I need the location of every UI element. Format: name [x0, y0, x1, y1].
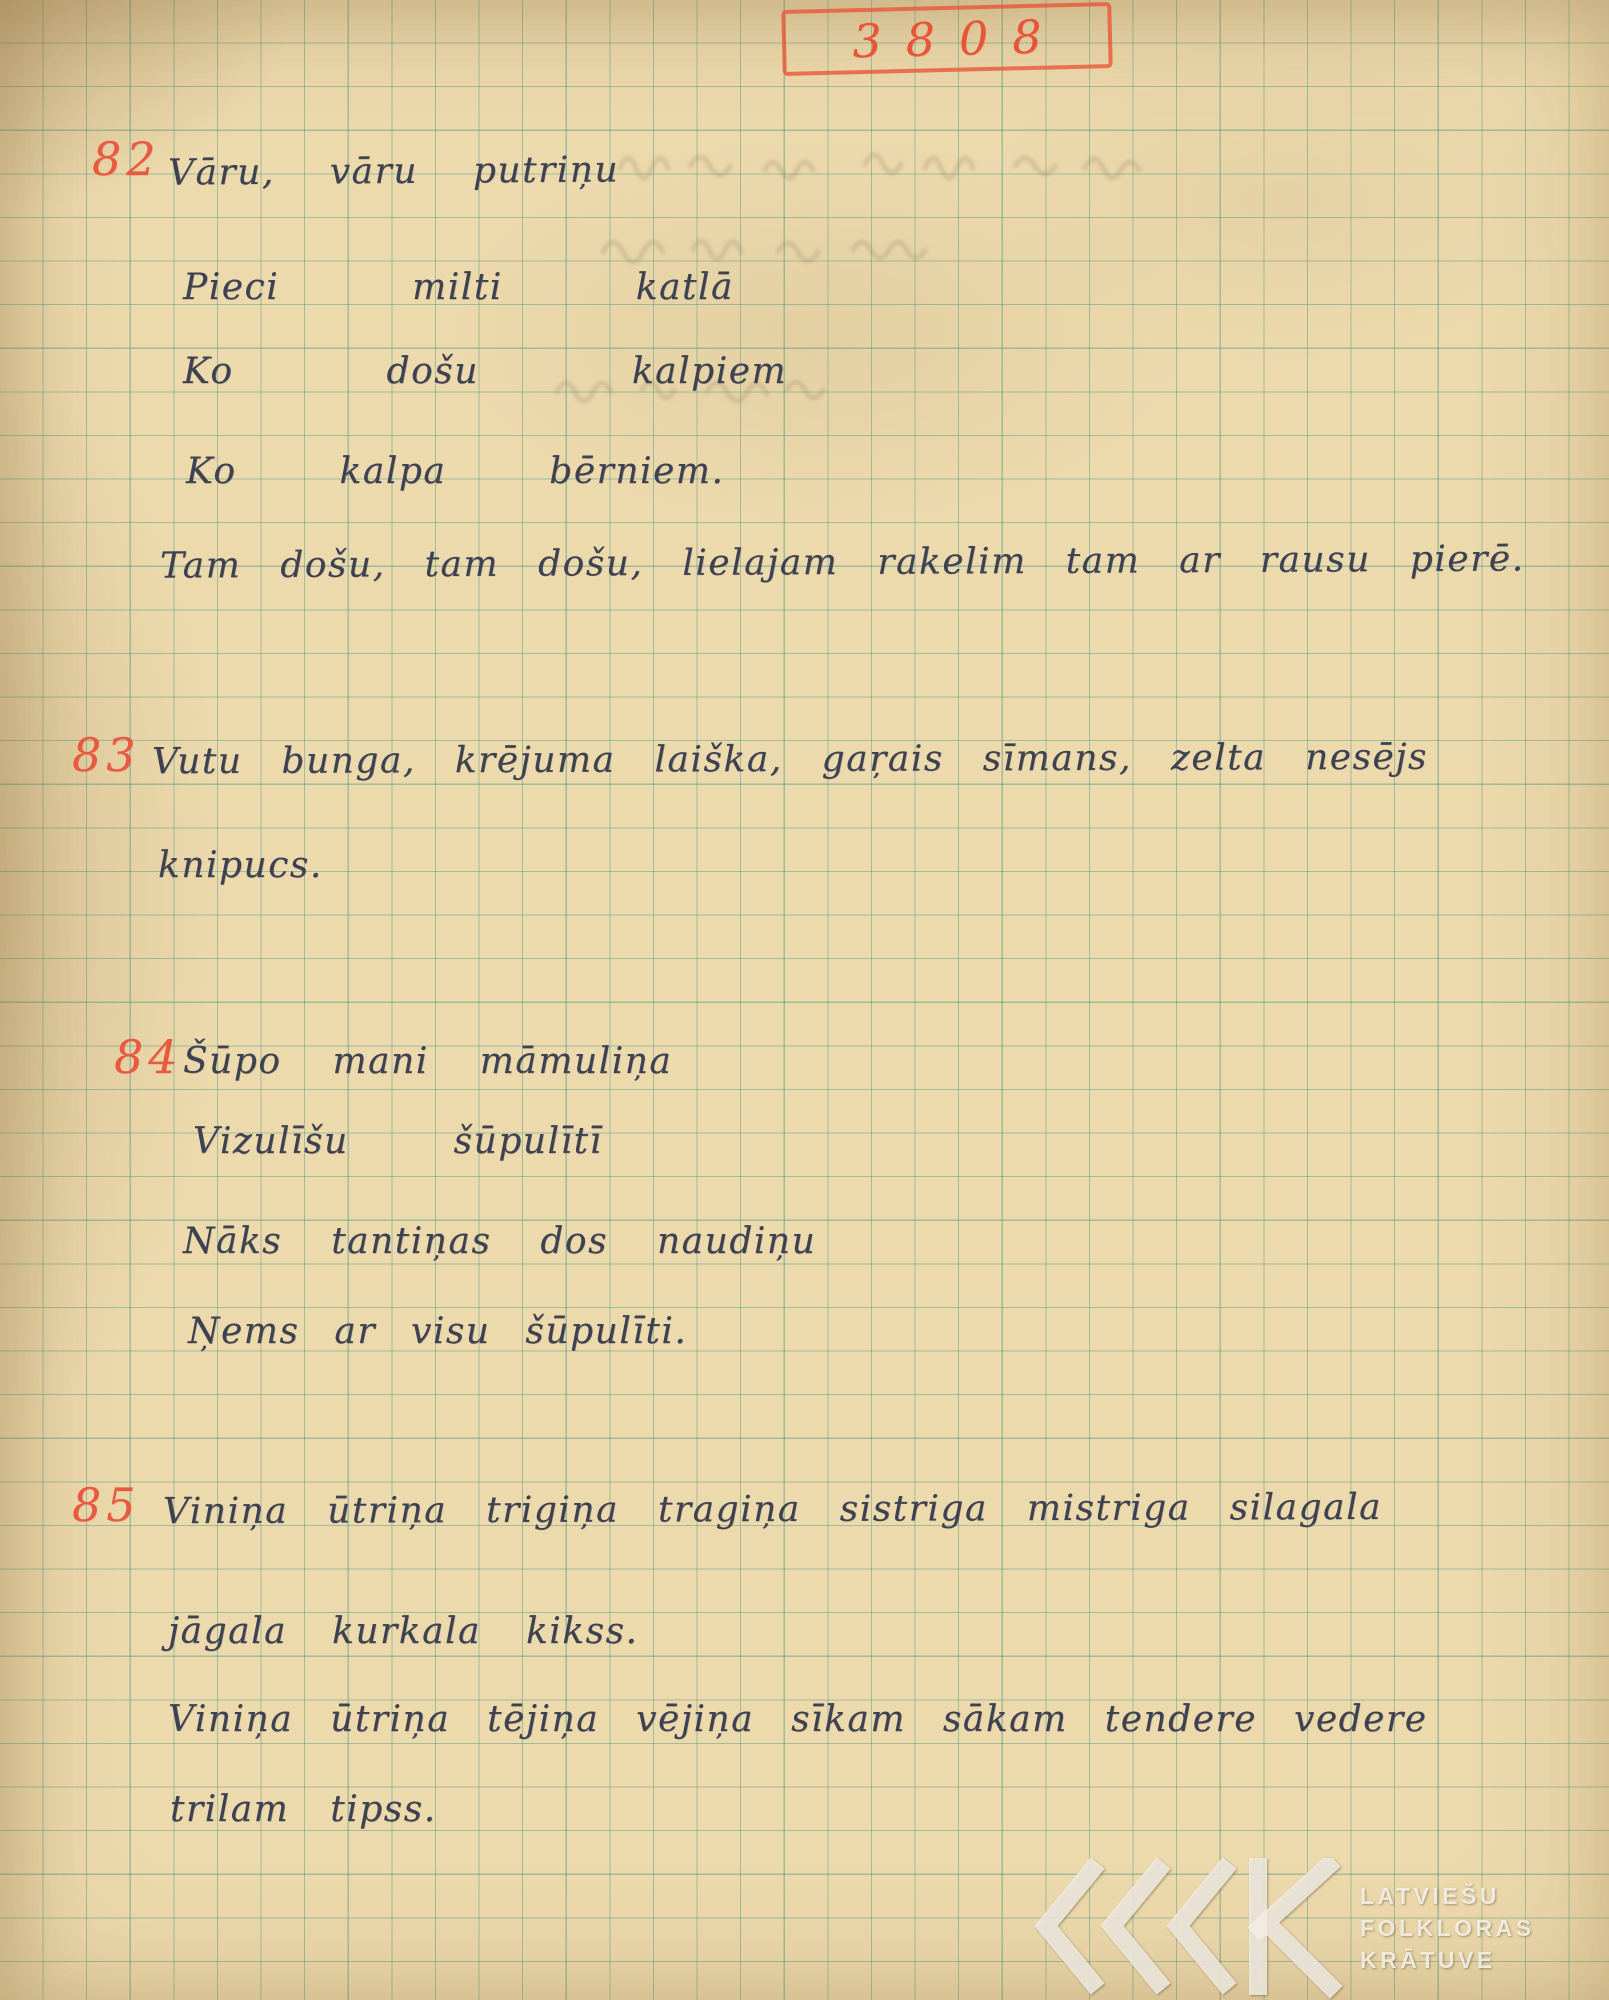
verse-85-line-1: Viniņa ūtriņa trigiņa tragiņa sistriga mistriga silagala — [162, 1486, 1383, 1533]
verse-84-number: 84 — [114, 1030, 183, 1084]
verse-85-line-4: trilam tipss. — [170, 1789, 437, 1830]
verse-85-number: 85 — [72, 1478, 141, 1532]
ink-bleedthrough — [615, 128, 1175, 198]
stamp-number: 3808 — [851, 9, 1067, 69]
verse-85-line-2: jāgala kurkala kikss. — [168, 1611, 639, 1652]
archive-number-stamp — [781, 2, 1113, 76]
verse-82-line-2: Pieci milti katlā — [183, 267, 734, 308]
lfk-logo-icon — [1046, 1866, 1330, 1986]
watermark-text-line: KRĀTUVE — [1360, 1947, 1496, 1973]
verse-83-line-1: Vutu bunga, krējuma laiška, gaŗais sīmans, zelta nesējs — [151, 736, 1429, 783]
verse-83-number: 83 — [72, 728, 141, 782]
verse-82-line-4: Ko kalpa bērniem. — [186, 451, 725, 492]
watermark-text-line: FOLKLORAS — [1360, 1915, 1535, 1941]
verse-82-line-5: Tam došu, tam došu, lielajam rakelim tam ar rausu pierē. — [159, 538, 1525, 587]
verse-85-line-3: Viniņa ūtriņa tējiņa vējiņa sīkam sākam tendere vedere — [168, 1699, 1428, 1740]
verse-84-line-1: Šūpo mani māmuliņa — [183, 1041, 673, 1082]
watermark-text-line: LATVIEŠU — [1360, 1883, 1501, 1909]
verse-84-line-4: Ņems ar visu šūpulīti. — [188, 1311, 688, 1352]
verse-82-number: 82 — [92, 132, 161, 186]
verse-84-line-2: Vizulīšu šūpulītī — [193, 1121, 603, 1162]
verse-83-line-2: knipucs. — [158, 845, 323, 886]
lfk-watermark — [1030, 1858, 1609, 2000]
verse-82-line-1: Vāru, vāru putriņu — [167, 149, 620, 194]
verse-82-line-3: Ko došu kalpiem — [183, 351, 788, 392]
verse-84-line-3: Nāks tantiņas dos naudiņu — [183, 1221, 817, 1262]
